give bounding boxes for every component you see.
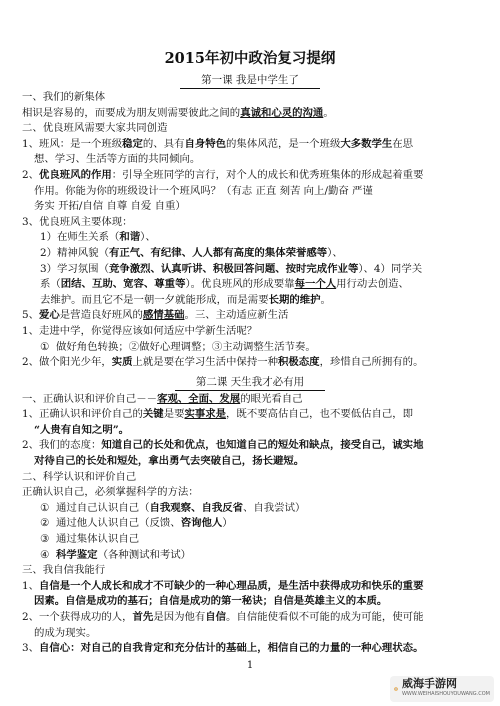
- text-line: 3、自信心：对自己的自我肯定和充分估计的基础上，相信自己的力量的一种心理状态。: [22, 642, 424, 655]
- document-title: 2015年初中政治复习提纲: [164, 50, 336, 67]
- text-line: 1、正确认识和评价自己的关键是要实事求是，既不要高估自己，也不要低估自己，即: [22, 408, 414, 421]
- text-line: 1、自信是一个人成长和成才不可缺少的一种心理品质，是生活中获得成功和快乐的重要: [22, 579, 424, 592]
- text-line: 因素。自信是成功的基石；自信是成功的第一秘诀；自信是英雄主义的本质。: [34, 595, 388, 608]
- text-line: 系（团结、互助、宽容、尊重等）。优良班风的形成要靠每一个人用行动去创造、: [40, 278, 409, 291]
- watermark: [390, 676, 494, 702]
- text-line: 2、优良班风的作用：引导全班同学的言行，对个人的成长和优秀班集体的形成起着重要: [22, 168, 424, 181]
- text-line: ① 做好角色转换；②做好心理调整；③主动调整生活节奏。: [40, 340, 316, 353]
- section-heading: 一、我们的新集体: [22, 91, 106, 103]
- text-line: ③ 通过集体认识自己: [40, 533, 140, 546]
- text-line: 相识是容易的，而要成为朋友则需要彼此之间的真诚和心灵的沟通。: [22, 106, 334, 119]
- text-line: 2、一个获得成功的人，首先是因为他有自信。自信能使看似不可能的成为可能，使可能: [22, 611, 424, 623]
- section-heading: 三、我自信我能行: [22, 564, 106, 577]
- lesson-1-heading: 第一课 我是中学生了: [180, 72, 320, 89]
- text-line: 2、做个阳光少年，实质上就是要在学习生活中保持一种积极态度，珍惜自己所拥有的。: [22, 356, 424, 369]
- text-line: ② 通过他人认识自己（反馈、咨询他人）: [40, 517, 233, 530]
- text-line: 2）精神风貌（有正气、有纪律、人人都有高度的集体荣誉感等）、: [40, 246, 343, 259]
- text-line: 2、我们的态度：知道自己的长处和优点，也知道自己的短处和缺点，接受自己，诚实地: [22, 439, 424, 452]
- text-line: 作用。你能为你的班级设计一个班风吗？（有志 正直 刻苦 向上/勤奋 严谨: [34, 184, 373, 197]
- text-line: 务实 开拓/自信 自尊 自爱 自重）: [34, 200, 186, 213]
- text-line: 3、优良班风主要体现：: [22, 215, 133, 228]
- section-heading: 一、正确认识和评价自己－－客观、全面、发展的眼光看自己: [22, 392, 303, 405]
- text-line: 3）学习氛围（竞争激烈、认真听讲、积极回答问题、按时完成作业等）、4）同学关: [40, 262, 423, 275]
- text-line: 1）在师生关系（和谐）、: [40, 231, 156, 244]
- watermark-text: 威海手游网: [401, 677, 457, 690]
- text-line: 的成为现实。: [34, 626, 97, 639]
- text-line: 1、走进中学，你觉得应该如何适应中学新生活呢？: [22, 324, 258, 337]
- watermark-url: WWW.WEIHAISHOUYOUWANG.COM: [401, 691, 490, 697]
- text-line: 1、班风：是一个班级稳定的、具有自身特色的集体风范，是一个班级大多数学生在思: [22, 137, 414, 150]
- text-line: ④ 科学鉴定（各种测试和考试）: [40, 548, 192, 561]
- lesson-2-heading: 第二课 天生我才必有用: [175, 374, 325, 391]
- text-line: 去维护。而且它不是一朝一夕就能形成，而是需要长期的维护。: [40, 293, 331, 306]
- text-line: 想、学习、生活等方面的共同倾向。: [34, 153, 201, 166]
- text-line: 对待自己的长处和短处，拿出勇气去突破自己，扬长避短。: [34, 455, 305, 468]
- section-heading: 二、科学认识和评价自己: [22, 470, 137, 483]
- text-line: “人贵有自知之明”。: [34, 423, 130, 436]
- text-line: 正确认识自己，必须掌握科学的方法：: [22, 486, 199, 499]
- page-number: 1: [246, 660, 254, 671]
- section-heading: 二、优良班风需要大家共同创造: [22, 122, 168, 135]
- text-line: 5、爱心是营造良好班风的感情基础。三、主动适应新生活: [22, 309, 289, 322]
- watermark-logo-icon: [394, 679, 398, 699]
- text-line: ① 通过自己认识自己（自我观察、自我反省、自我尝试）: [40, 501, 306, 514]
